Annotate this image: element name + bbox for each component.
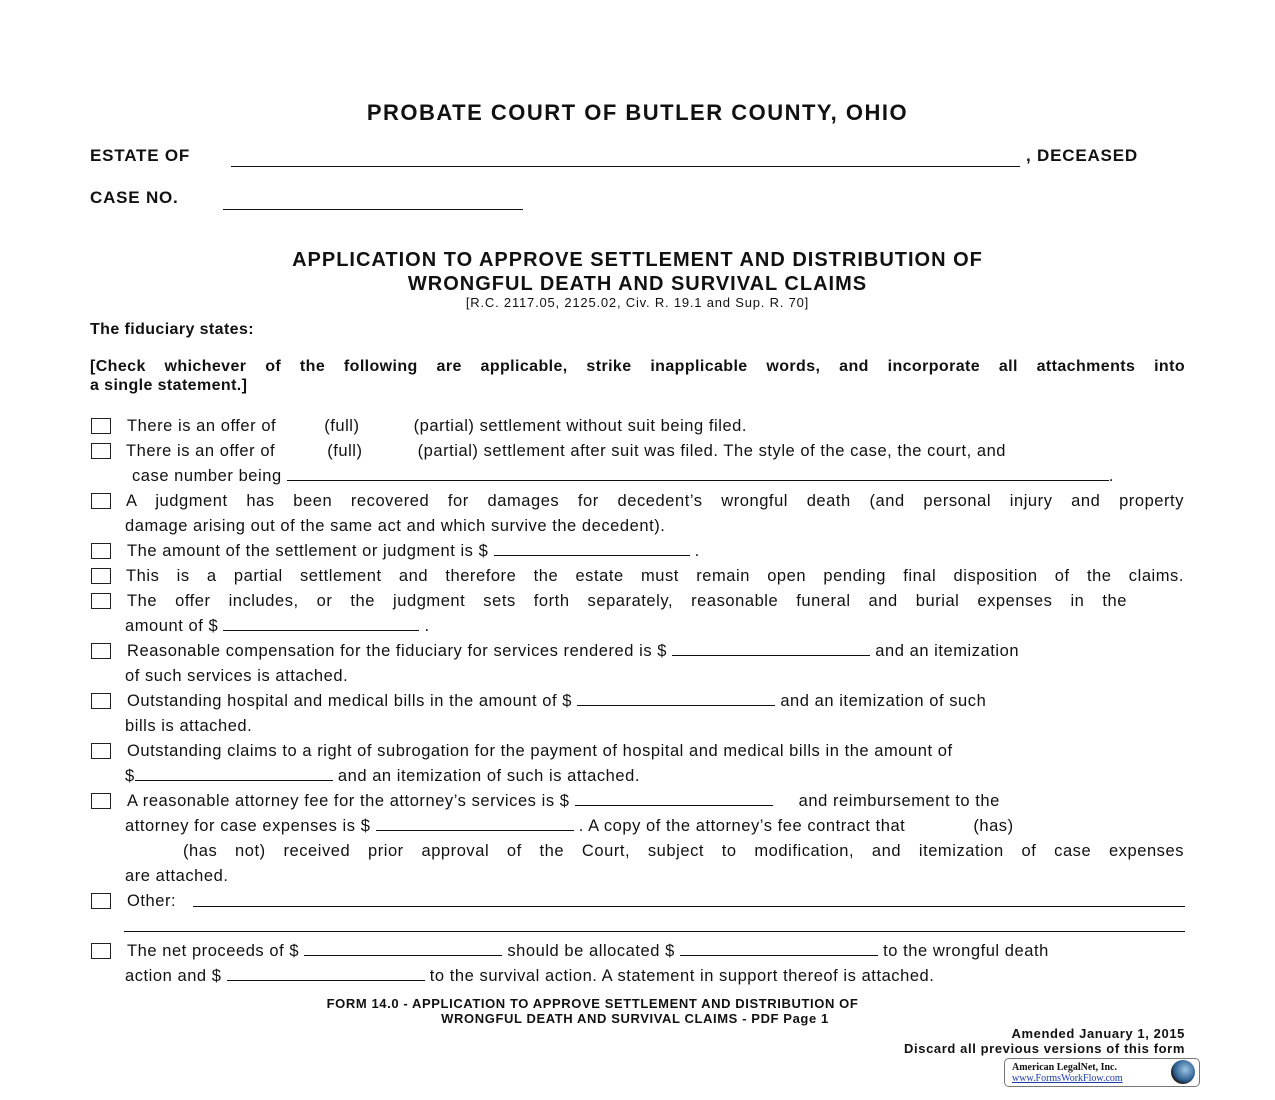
checkbox-fiduciary-compensation[interactable] — [91, 643, 111, 659]
logo-url-link[interactable]: www.FormsWorkFlow.com — [1012, 1073, 1123, 1084]
fiduciary-compensation-field[interactable] — [672, 641, 870, 656]
item-judgment-line1: A judgment has been recovered for damages for decedent’s wrongful death (and personal injury and property — [126, 492, 1184, 510]
subrogation-amount-field[interactable] — [135, 766, 333, 781]
item-funeral-line1: The offer includes, or the judgment sets forth separately, reasonable funeral and burial expenses in the — [127, 592, 1127, 610]
court-heading: PROBATE COURT OF BUTLER COUNTY, OHIO — [366, 100, 909, 125]
item-subrogation-line1: Outstanding claims to a right of subrogation for the payment of hospital and medical bills in the amount of — [127, 742, 953, 760]
checkbox-other[interactable] — [91, 893, 111, 909]
funeral-amount-field[interactable] — [223, 616, 419, 631]
footer-form-line2: WRONGFUL DEATH AND SURVIVAL CLAIMS - PDF Page 1 — [441, 1011, 829, 1026]
statute-citation: [R.C. 2117.05, 2125.02, Civ. R. 19.1 and Sup. R. 70] — [465, 295, 810, 310]
item-attorney-line3: (has not) received prior approval of the Court, subject to modification, and itemization of case expenses — [183, 842, 1184, 860]
item-settlement-amount: The amount of the settlement or judgment is $ . — [127, 542, 700, 560]
item-subrogation-line2: $ and an itemization of such is attached. — [125, 767, 640, 785]
checkbox-net-proceeds[interactable] — [91, 943, 111, 959]
survival-allocation-field[interactable] — [227, 966, 425, 981]
form-title-line1: APPLICATION TO APPROVE SETTLEMENT AND DISTRIBUTION OF — [292, 249, 983, 271]
attorney-fee-field[interactable] — [575, 791, 773, 806]
other-field-line1[interactable] — [193, 906, 1185, 907]
case-label: CASE NO. — [90, 188, 179, 207]
checkbox-offer-without-suit[interactable] — [91, 418, 111, 434]
case-number-field[interactable] — [223, 209, 523, 210]
item-attorney-line1: A reasonable attorney fee for the attorney’s services is $ and reimbursement to the — [127, 792, 1000, 810]
item-medical-line2: bills is attached. — [125, 717, 253, 735]
item-offer-without-suit: There is an offer of (full) (partial) settlement without suit being filed. — [127, 417, 748, 435]
estate-label: ESTATE OF — [90, 146, 191, 165]
instructions-line2: a single statement.] — [90, 377, 248, 394]
footer-form-line1: FORM 14.0 - APPLICATION TO APPROVE SETTLEMENT AND DISTRIBUTION OF — [326, 996, 859, 1011]
item-offer-after-suit-line2: case number being . — [132, 467, 1114, 485]
item-fiduciary-line2: of such services is attached. — [125, 667, 349, 685]
deceased-label: , DECEASED — [1026, 146, 1138, 165]
instructions-line1: [Check whichever of the following are applicable, strike inapplicable words, and incorporate all attachments into — [90, 358, 1185, 375]
case-expenses-field[interactable] — [376, 816, 574, 831]
checkbox-judgment-recovered[interactable] — [91, 493, 111, 509]
item-judgment-line2: damage arising out of the same act and which survive the decedent). — [125, 517, 666, 535]
checkbox-attorney-fee[interactable] — [91, 793, 111, 809]
checkbox-medical-bills[interactable] — [91, 693, 111, 709]
checkbox-funeral-expenses[interactable] — [91, 593, 111, 609]
checkbox-settlement-amount[interactable] — [91, 543, 111, 559]
checkbox-partial-settlement[interactable] — [91, 568, 111, 584]
item-attorney-line2: attorney for case expenses is $ . A copy of the attorney’s fee contract that (has) — [125, 817, 1014, 835]
fiduciary-states: The fiduciary states: — [90, 321, 255, 338]
globe-icon — [1171, 1060, 1195, 1084]
item-offer-after-suit: There is an offer of (full) (partial) settlement after suit was filed. The style of the case, the court, and — [126, 442, 1007, 460]
item-medical-line1: Outstanding hospital and medical bills in the amount of $ and an itemization of such — [127, 692, 987, 710]
logo-company-name: American LegalNet, Inc. — [1012, 1062, 1117, 1073]
case-style-field[interactable] — [287, 466, 1109, 481]
item-partial-settlement: This is a partial settlement and therefore the estate must remain open pending final disposition of the claims. — [126, 567, 1184, 585]
checkbox-offer-after-suit[interactable] — [91, 443, 111, 459]
net-proceeds-field[interactable] — [304, 941, 502, 956]
checkbox-subrogation[interactable] — [91, 743, 111, 759]
american-legalnet-logo[interactable] — [1004, 1058, 1200, 1087]
settlement-amount-field[interactable] — [494, 541, 690, 556]
item-fiduciary-line1: Reasonable compensation for the fiduciary for services rendered is $ and an itemization — [127, 642, 1020, 660]
amended-date: Amended January 1, 2015 — [1011, 1026, 1185, 1041]
estate-name-field[interactable] — [231, 166, 1020, 167]
item-net-proceeds-line2: action and $ to the survival action. A statement in support thereof is attached. — [125, 967, 935, 985]
medical-bills-field[interactable] — [577, 691, 775, 706]
other-field-line2[interactable] — [124, 931, 1185, 932]
item-net-proceeds-line1: The net proceeds of $ should be allocated $ to the wrongful death — [127, 942, 1049, 960]
item-attorney-line4: are attached. — [125, 867, 229, 885]
wrongful-death-allocation-field[interactable] — [680, 941, 878, 956]
item-funeral-line2: amount of $ . — [125, 617, 430, 635]
item-other-label: Other: — [127, 892, 177, 910]
discard-notice: Discard all previous versions of this form — [904, 1041, 1185, 1056]
form-title-line2: WRONGFUL DEATH AND SURVIVAL CLAIMS — [407, 273, 868, 295]
